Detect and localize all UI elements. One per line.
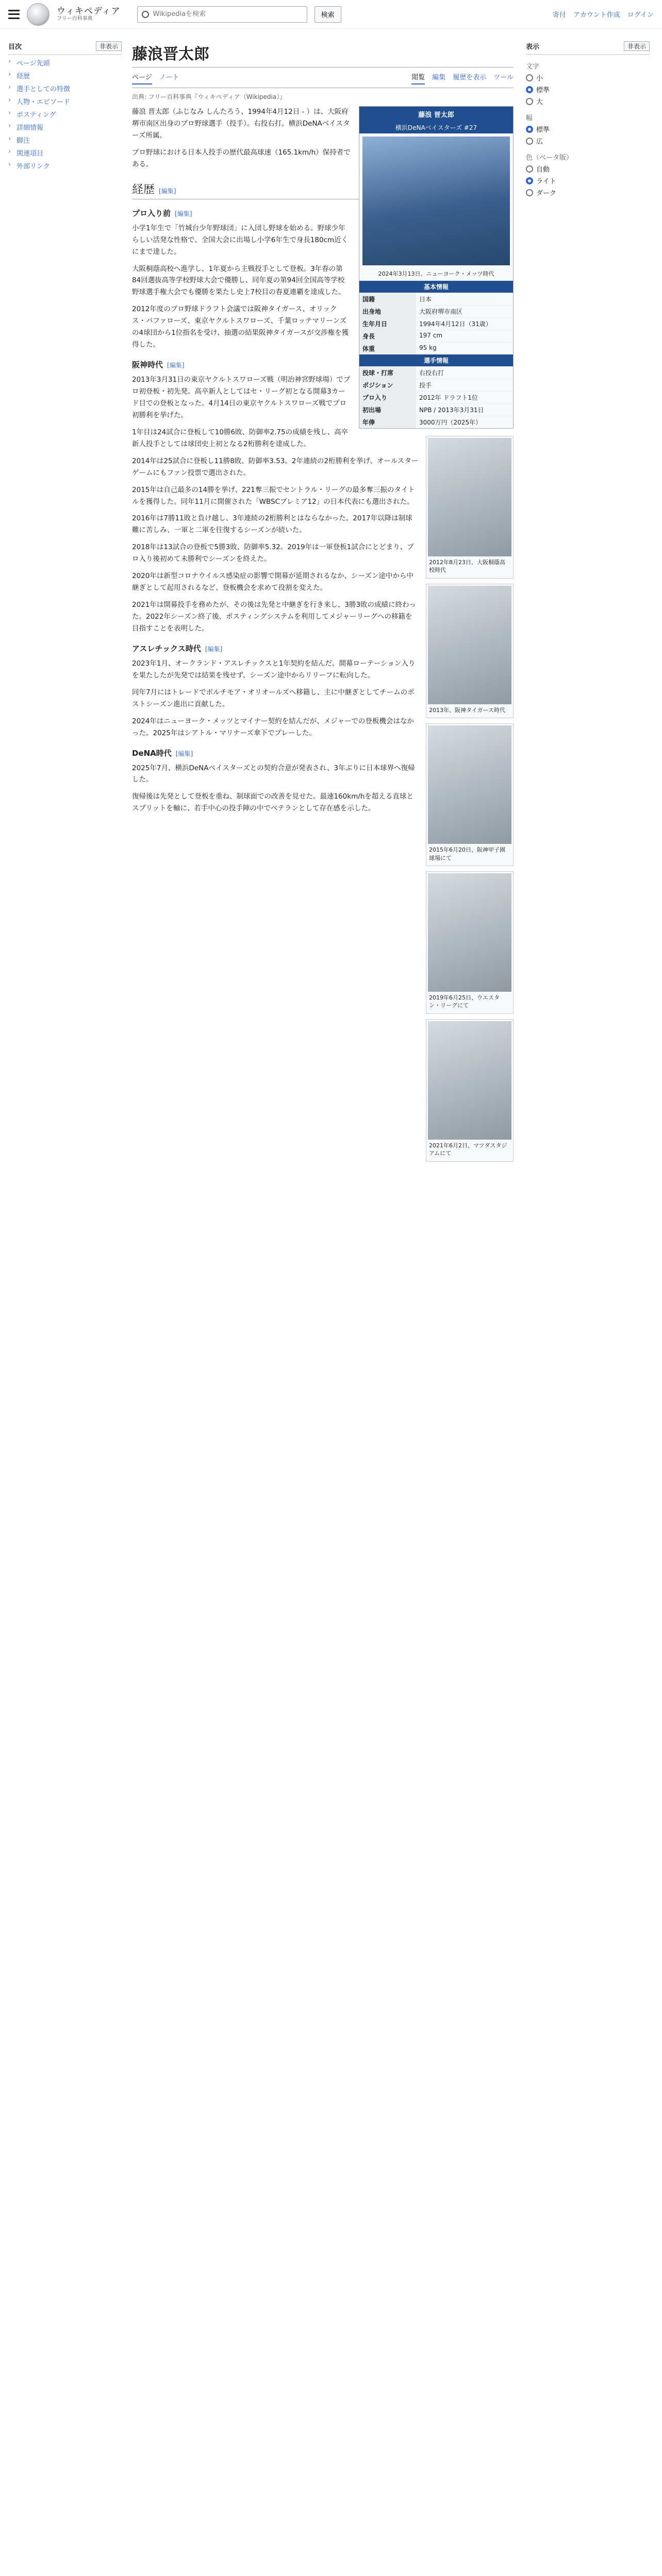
subsection-heading-text: プロ入り前: [132, 208, 171, 218]
toc-item-label: 外部リンク: [16, 163, 50, 171]
color-option[interactable]: [526, 188, 650, 197]
infobox: [359, 106, 514, 429]
view-tabs: [411, 72, 514, 84]
chevron-right-icon: ›: [8, 148, 11, 156]
tab-history[interactable]: 履歴を表示: [453, 74, 487, 81]
color-option-label: ダーク: [536, 190, 557, 197]
color-option[interactable]: [526, 176, 650, 185]
toc-item[interactable]: [8, 58, 122, 67]
chevron-right-icon: ›: [8, 96, 11, 104]
infobox-value: 大阪府堺市南区: [419, 308, 463, 315]
wordmark-tagline: フリー百科事典: [57, 16, 93, 22]
figure-photo[interactable]: [428, 725, 511, 844]
text-size-option[interactable]: [526, 96, 650, 106]
infobox-career-rows: [359, 366, 513, 428]
toc-item[interactable]: [8, 71, 122, 80]
namespace-tabs: [132, 72, 179, 84]
toc-item[interactable]: [8, 135, 122, 145]
infobox-section-basic: 基本情報: [359, 281, 513, 293]
infobox-row: [359, 330, 513, 342]
toc-item-label: ページ先頭: [16, 60, 50, 67]
width-option[interactable]: [526, 136, 650, 146]
article-paragraph: 2021年は開幕投手を務めたが、その後は先発と中継ぎを行き来し、3勝3敗の成績に終わった。2022年シーズン終了後、ポスティングシステムを利用してメジャーリーグへの移籍を目指すことを表明した。: [132, 601, 416, 633]
color-option-label: ライト: [536, 178, 556, 185]
infobox-key: 年俸: [359, 416, 416, 428]
subsection-edit-link[interactable]: [編集]: [175, 210, 192, 217]
infobox-section-career: 選手情報: [359, 354, 513, 366]
infobox-key: 国籍: [359, 293, 416, 305]
infobox-value: 197 cm: [419, 332, 443, 339]
tab-read[interactable]: 閲覧: [411, 72, 425, 84]
color-option[interactable]: [526, 164, 650, 174]
infobox-row: [359, 305, 513, 317]
article-figure: [426, 1019, 514, 1162]
chevron-right-icon: ›: [8, 58, 11, 65]
infobox-key: ポジション: [359, 379, 416, 391]
radio-icon[interactable]: [526, 177, 533, 184]
infobox-name: 藤浪 晋太郎: [359, 107, 513, 122]
article-paragraph: 2024年はニューヨーク・メッツとマイナー契約を結んだが、メジャーでの登板機会はなかった。2025年はシアトル・マリナーズ傘下でプレーした。: [132, 717, 414, 737]
infobox-photo[interactable]: [362, 137, 510, 265]
article-paragraph: 2016年は7勝11敗と負け越し、3年連続の2桁勝利とはならなかった。2017年以降は制球難に苦しみ、一軍と二軍を往復するシーズンが続いた。: [132, 514, 412, 535]
width-option-label: 広: [536, 138, 543, 146]
article-figure: [426, 436, 514, 579]
login-link[interactable]: ログイン: [627, 11, 654, 19]
infobox-row: [359, 342, 513, 354]
infobox-row: [359, 379, 513, 391]
article-paragraph: 小学1年生で「竹城台少年野球団」に入団し野球を始める。野球少年らしい活発な性格で、全国大会に出場し小学6年生で身長180cm近くにまで達した。: [132, 224, 349, 256]
infobox-value: 日本: [419, 296, 432, 303]
subsection-heading-text: 阪神時代: [132, 360, 163, 370]
subsection-heading-text: DeNA時代: [132, 748, 172, 758]
infobox-row: [359, 366, 513, 379]
figure-caption: 2013年、阪神タイガース時代: [429, 706, 505, 714]
toc-item[interactable]: [8, 148, 122, 158]
radio-icon[interactable]: [526, 165, 533, 173]
chevron-right-icon: ›: [8, 83, 11, 91]
appearance-panel: [526, 41, 650, 199]
intro-paragraph-2: プロ野球における日本人投手の歴代最高球速（165.1km/h）保持者である。: [132, 148, 351, 168]
toc-item[interactable]: [8, 122, 122, 132]
article-figure: [426, 723, 514, 866]
toc-item[interactable]: [8, 161, 122, 171]
radio-icon[interactable]: [526, 138, 533, 145]
article-paragraph: 同年7月にはトレードでボルチモア・オリオールズへ移籍し、主に中継ぎとしてチームのポストシーズン進出に貢献した。: [132, 688, 415, 708]
toc-list: [8, 58, 122, 171]
chevron-right-icon: ›: [8, 109, 11, 117]
toc-item-label: 脚注: [16, 137, 30, 145]
width-option[interactable]: [526, 124, 650, 134]
radio-icon[interactable]: [526, 86, 533, 93]
infobox-value: NPB / 2013年3月31日: [419, 406, 484, 414]
toc-item[interactable]: [8, 96, 122, 106]
figure-caption: 2015年6月20日、阪神甲子園球場にて: [429, 846, 505, 861]
text-size-option[interactable]: [526, 84, 650, 94]
article-paragraph: 2012年度のプロ野球ドラフト会議では阪神タイガース、オリックス・バファローズ、東京ヤクルトスワローズ、千葉ロッテマリーンズの4球団から1位指名を受け、抽選の結果阪神タイガースが交渉権を獲得した。: [132, 305, 349, 349]
infobox-row: [359, 416, 513, 428]
donate-link[interactable]: 寄付: [552, 11, 566, 19]
wikipedia-logo[interactable]: [27, 3, 49, 26]
infobox-key: 初出場: [359, 404, 416, 416]
intro-paragraph: 藤浪 晋太郎（ふじなみ しんたろう、1994年4月12日 - ）は、大阪府堺市南区出身のプロ野球選手（投手）。右投右打。横浜DeNAベイスターズ所属。: [132, 108, 350, 140]
subsection-edit-link[interactable]: [編集]: [167, 362, 185, 369]
article-paragraph: 2020年は新型コロナウイルス感染症の影響で開幕が延期されるなか、シーズン途中から中継ぎとして起用されるなど、登板機会を求めて役割を変えた。: [132, 572, 413, 592]
subsection-edit-link[interactable]: [編集]: [175, 750, 193, 757]
radio-icon[interactable]: [526, 74, 533, 81]
color-option-label: 自動: [536, 166, 550, 174]
infobox-value: 3000万円（2025年）: [419, 419, 482, 426]
chevron-right-icon: ›: [8, 71, 11, 78]
toc-item[interactable]: [8, 83, 122, 93]
wordmark-main: ウィキペディア: [57, 6, 121, 16]
tab-edit[interactable]: 編集: [432, 74, 446, 81]
section-heading-text: 経歴: [132, 183, 155, 196]
figure-photo[interactable]: [428, 438, 511, 556]
table-of-contents: [8, 41, 122, 174]
article-paragraph: 2015年は自己最多の14勝を挙げ、221奪三振でセントラル・リーグの最多奪三振のタイトルを獲得した。同年11月に開催された「WBSCプレミア12」の日本代表にも選出された。: [132, 485, 415, 506]
text-size-option-label: 標準: [536, 87, 550, 94]
toc-item-label: 人物・エピソード: [16, 98, 71, 106]
infobox-value: 1994年4月12日（31歳）: [419, 320, 492, 328]
infobox-row: [359, 317, 513, 330]
toc-header: [8, 41, 122, 55]
search-input[interactable]: [152, 10, 303, 19]
text-size-options: [526, 73, 650, 106]
figure-photo[interactable]: [428, 1021, 511, 1140]
infobox-value: 2012年 ドラフト1位: [419, 394, 478, 401]
search-button[interactable]: 検索: [315, 6, 341, 23]
infobox-key: プロ入り: [359, 392, 416, 403]
width-options: [526, 124, 650, 146]
tab-tools[interactable]: ツール: [493, 74, 514, 81]
infobox-row: [359, 403, 513, 416]
page-title: 藤浪晋太郎: [132, 41, 514, 67]
infobox-basic-rows: [359, 293, 513, 354]
radio-icon[interactable]: [526, 189, 533, 196]
toc-title: 目次: [8, 43, 22, 51]
toc-item[interactable]: [8, 109, 122, 119]
infobox-value: 投手: [419, 382, 432, 389]
infobox-key: 体重: [359, 343, 416, 354]
from-line: 出典: フリー百科事典『ウィキペディア（Wikipedia）』: [132, 93, 286, 100]
chevron-right-icon: ›: [8, 122, 11, 130]
infobox-key: 生年月日: [359, 318, 416, 330]
color-options: [526, 164, 650, 197]
radio-icon[interactable]: [526, 126, 533, 133]
toc-item-label: 詳細情報: [16, 124, 44, 132]
main-content: [132, 41, 514, 1167]
infobox-row: [359, 391, 513, 403]
toc-item-label: 経歴: [16, 73, 30, 80]
infobox-key: 身長: [359, 330, 416, 342]
page-tabs: [132, 72, 514, 88]
toc-item-label: 選手としての特徴: [16, 86, 71, 93]
article-paragraph: 2013年3月31日の東京ヤクルトスワローズ戦（明治神宮野球場）でプロ初登板・初先発。高卒新人としてはセ・リーグ初となる開幕3カード目での登板となった。4月14日の東京ヤクルトスワローズ戦でプロ初勝利を挙げた。: [132, 376, 351, 419]
text-size-option-label: 大: [536, 98, 543, 106]
search-icon: [142, 11, 149, 18]
tab-talk[interactable]: ノート: [159, 74, 179, 81]
toc-item-label: ポスティング: [16, 111, 56, 119]
article-figure: [426, 871, 514, 1014]
toc-item-label: 関連項目: [16, 150, 44, 158]
width-label: 幅: [526, 114, 533, 122]
radio-icon[interactable]: [526, 98, 533, 105]
text-size-label: 文字: [526, 63, 540, 71]
infobox-value: 右投右打: [419, 369, 444, 377]
appearance-header: [526, 41, 650, 55]
infobox-team[interactable]: 横浜DeNAベイスターズ #27: [359, 122, 513, 133]
infobox-key: 投球・打席: [359, 367, 416, 379]
width-option-label: 標準: [536, 126, 550, 134]
appearance-hide-button[interactable]: 非表示: [624, 41, 650, 51]
site-header: [0, 0, 662, 29]
figure-caption: 2021年6月2日、マツダスタジアムにて: [429, 1142, 507, 1157]
subsection-edit-link[interactable]: [編集]: [205, 645, 223, 653]
appearance-title: 表示: [526, 43, 540, 51]
text-size-option[interactable]: [526, 73, 650, 82]
infobox-row: [359, 293, 513, 305]
article-paragraph: 2025年7月、横浜DeNAベイスターズとの契約合意が発表され、3年ぶりに日本球界へ復帰した。: [132, 764, 415, 784]
infobox-value: 95 kg: [419, 344, 437, 351]
wikipedia-wordmark[interactable]: [57, 7, 121, 22]
tab-article[interactable]: ページ: [132, 72, 152, 84]
toc-hide-button[interactable]: 非表示: [96, 41, 122, 51]
user-links: [553, 9, 654, 19]
search-box: [137, 6, 307, 23]
menu-icon[interactable]: [8, 10, 20, 19]
figure-photo[interactable]: [428, 586, 511, 704]
infobox-photo-caption: 2024年3月13日、ニューヨーク・メッツ時代: [378, 270, 494, 277]
subsection-heading-text: アスレチックス時代: [132, 643, 201, 653]
text-size-option-label: 小: [536, 75, 543, 82]
figure-photo[interactable]: [428, 873, 511, 992]
chevron-right-icon: ›: [8, 135, 11, 143]
chevron-right-icon: ›: [8, 161, 11, 168]
figure-caption: 2012年8月23日、大阪桐蔭高校時代: [429, 559, 505, 574]
article-paragraph: 2023年1月、オークランド・アスレチックスと1年契約を結んだ。開幕ローテーション入りを果たしたが先発では結果を残せず、シーズン途中からリリーフに転向した。: [132, 659, 416, 680]
article-paragraph: 復帰後は先発として登板を重ね、制球面での改善を見せた。最速160km/hを超える直球とスプリットを軸に、若手中心の投手陣の中でベテランとして存在感を示した。: [132, 792, 413, 813]
article-paragraph: 2018年は13試合の登板で5勝3敗、防御率5.32。2019年は一軍登板1試合にとどまり、プロ入り後初めて未勝利でシーズンを終えた。: [132, 543, 414, 564]
article-figure: [426, 584, 514, 718]
article-paragraph: 大阪桐蔭高校へ進学し、1年夏から主戦投手として登板。3年春の第84回選抜高等学校野球大会で優勝し、同年夏の第94回全国高等学校野球選手権大会でも優勝を果たし史上7校目の春夏連覇を達成した。: [132, 264, 345, 297]
color-label: 色（ベータ版）: [526, 154, 573, 162]
figure-caption: 2019年6月25日、ウエスタン・リーグにて: [429, 994, 500, 1009]
section-edit-link[interactable]: [編集]: [159, 187, 176, 195]
article-paragraph: 2014年は25試合に登板し11勝8敗、防御率3.53。2年連続の2桁勝利を挙げ、オールスターゲームにもファン投票で選出された。: [132, 456, 419, 477]
infobox-key: 出身地: [359, 306, 416, 317]
article-paragraph: 1年目は24試合に登板して10勝6敗、防御率2.75の成績を残し、高卒新人投手としては球団史上初となる2桁勝利を達成した。: [132, 428, 349, 448]
create-account-link[interactable]: アカウント作成: [573, 11, 620, 19]
